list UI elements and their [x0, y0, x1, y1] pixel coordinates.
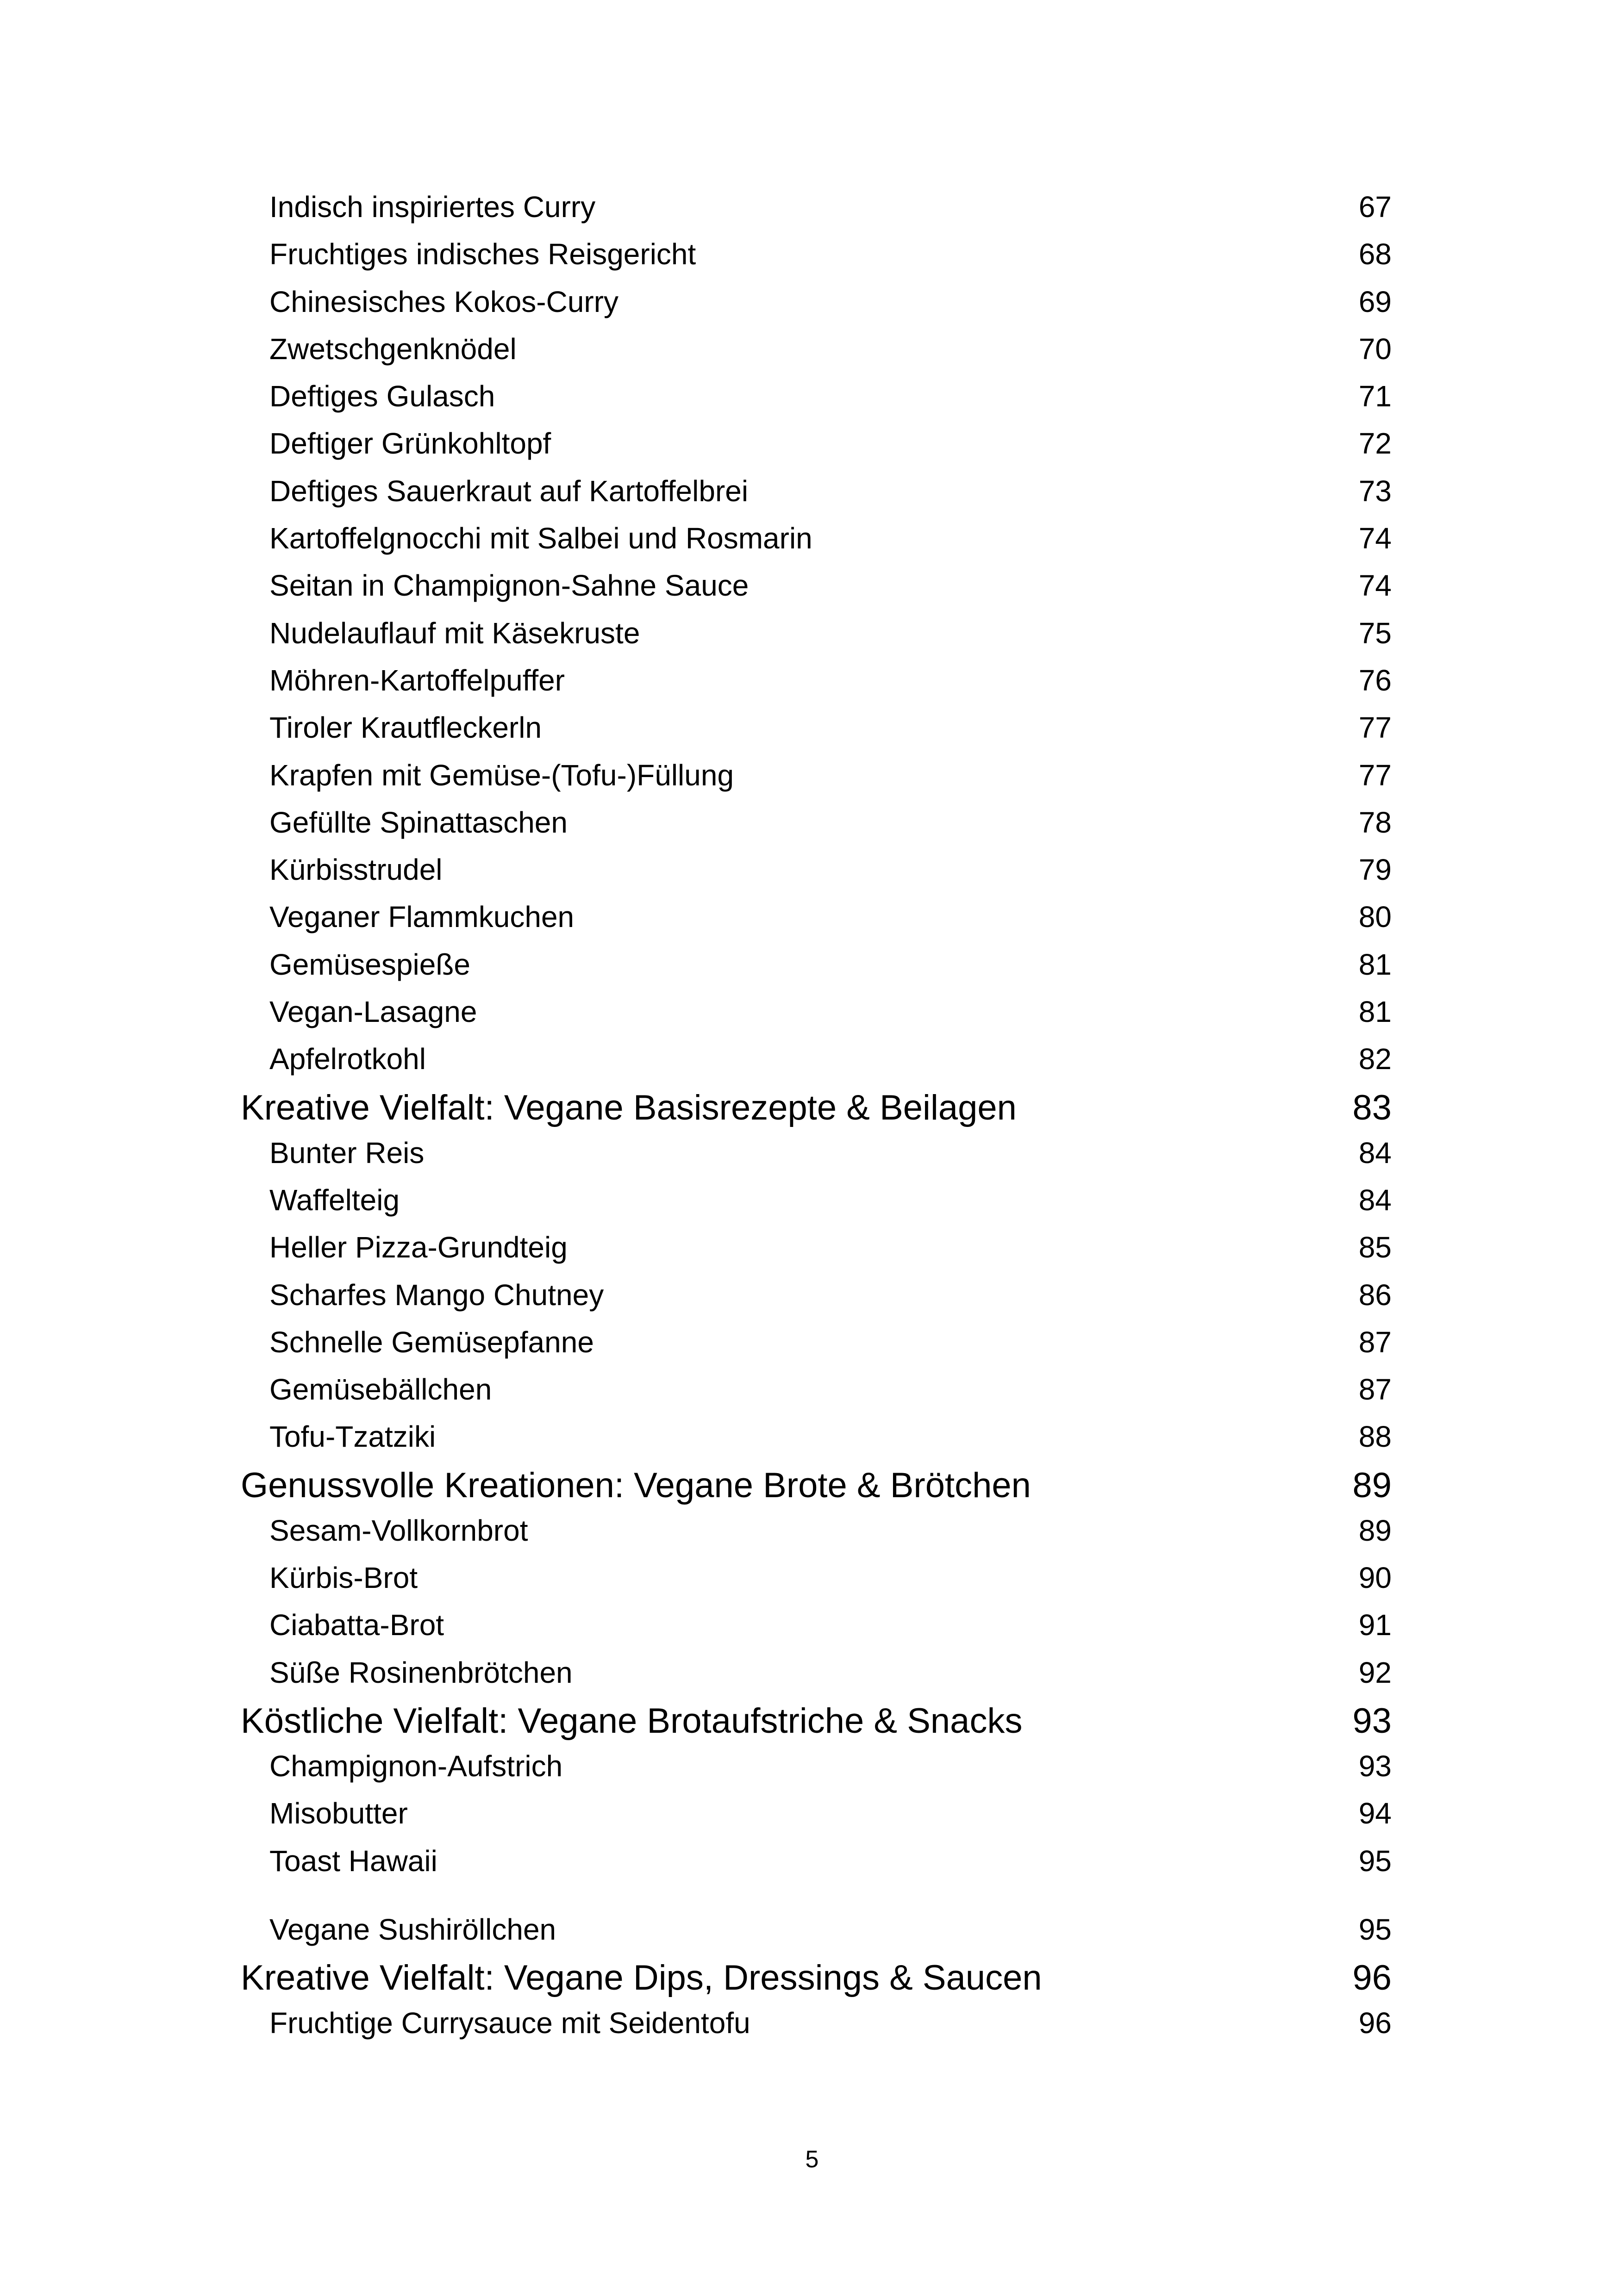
- toc-entry: [241, 756, 1392, 803]
- toc-page-number: 83: [1352, 1088, 1392, 1127]
- toc-entry-title: Scharfes Mango Chutney: [269, 1278, 604, 1312]
- toc-entry: [241, 614, 1392, 661]
- toc-page-number: 95: [1358, 1844, 1392, 1878]
- page-number: 5: [805, 2146, 819, 2173]
- toc-page-number: 96: [1358, 2006, 1392, 2040]
- toc-entry: [241, 283, 1392, 330]
- toc-entry: [241, 1559, 1392, 1606]
- toc-entry-title: Gemüsebällchen: [269, 1373, 492, 1406]
- toc-entry: [241, 851, 1392, 898]
- toc-page-number: 93: [1352, 1701, 1392, 1741]
- toc-entry-title: Krapfen mit Gemüse-(Tofu-)Füllung: [269, 758, 734, 792]
- toc-entry-title: Deftiger Grünkohltopf: [269, 427, 551, 460]
- toc-entry-title: Misobutter: [269, 1797, 408, 1830]
- toc-entry-title: Chinesisches Kokos-Curry: [269, 285, 619, 318]
- toc-section-heading: [241, 1088, 1392, 1134]
- toc-page-number: 71: [1358, 380, 1392, 413]
- toc-entry-title: Süße Rosinenbrötchen: [269, 1655, 573, 1689]
- toc-entry-title: Vegan-Lasagne: [269, 995, 477, 1029]
- toc-page-number: 76: [1358, 663, 1392, 697]
- toc-section-title: Kreative Vielfalt: Vegane Basisrezepte & Beilagen: [241, 1088, 1017, 1127]
- toc-page-number: 93: [1358, 1749, 1392, 1783]
- toc-entry-title: Zwetschgenknödel: [269, 332, 517, 366]
- toc-page-number: 74: [1358, 522, 1392, 555]
- toc-page-number: 79: [1358, 853, 1392, 887]
- toc-section-title: Köstliche Vielfalt: Vegane Brotaufstriche & Snacks: [241, 1701, 1023, 1741]
- toc-page-number: 77: [1358, 711, 1392, 745]
- toc-entry: [241, 472, 1392, 519]
- toc-page-number: 87: [1358, 1325, 1392, 1359]
- toc-entry: [241, 377, 1392, 424]
- toc-section-title: Genussvolle Kreationen: Vegane Brote & Brötchen: [241, 1465, 1031, 1505]
- toc-entry-title: Deftiges Sauerkraut auf Kartoffelbrei: [269, 474, 749, 508]
- toc-entry: [241, 1134, 1392, 1181]
- toc-entry-title: Fruchtige Currysauce mit Seidentofu: [269, 2006, 750, 2040]
- toc-page-number: 81: [1358, 995, 1392, 1029]
- toc-page-number: 81: [1358, 947, 1392, 981]
- toc-entry-title: Toast Hawaii: [269, 1844, 437, 1878]
- toc-entry-title: Schnelle Gemüsepfanne: [269, 1325, 594, 1359]
- toc-entry-title: Kürbis-Brot: [269, 1561, 418, 1595]
- toc-entry: [241, 1842, 1392, 1889]
- toc-page-number: 88: [1358, 1420, 1392, 1454]
- table-of-contents: [241, 188, 1392, 2051]
- toc-page-number: 84: [1358, 1136, 1392, 1170]
- toc-entry-title: Tofu-Tzatziki: [269, 1420, 436, 1454]
- toc-entry: [241, 1606, 1392, 1653]
- toc-page-number: 85: [1358, 1231, 1392, 1264]
- toc-entry: [241, 946, 1392, 993]
- toc-entry: [241, 1323, 1392, 1370]
- toc-page-number: 92: [1358, 1655, 1392, 1689]
- toc-entry-title: Gemüsespieße: [269, 947, 470, 981]
- toc-entry-title: Bunter Reis: [269, 1136, 425, 1170]
- toc-entry-title: Kartoffelgnocchi mit Salbei und Rosmarin: [269, 522, 812, 555]
- toc-page-number: 75: [1358, 616, 1392, 650]
- toc-page-number: 78: [1358, 805, 1392, 839]
- toc-page-number: 77: [1358, 758, 1392, 792]
- toc-page-number: 89: [1352, 1465, 1392, 1505]
- toc-page-number: 84: [1358, 1183, 1392, 1217]
- toc-entry-title: Gefüllte Spinattaschen: [269, 805, 568, 839]
- toc-entry: [241, 1276, 1392, 1323]
- toc-entry-title: Seitan in Champignon-Sahne Sauce: [269, 569, 749, 603]
- toc-entry-title: Tiroler Krautfleckerln: [269, 711, 542, 745]
- toc-entry: [241, 898, 1392, 945]
- toc-page-number: 70: [1358, 332, 1392, 366]
- toc-page-number: 67: [1358, 190, 1392, 224]
- toc-entry-title: Heller Pizza-Grundteig: [269, 1231, 568, 1264]
- toc-page-number: 69: [1358, 285, 1392, 318]
- toc-entry-title: Ciabatta-Brot: [269, 1608, 444, 1642]
- toc-entry: [241, 188, 1392, 235]
- toc-entry: [241, 803, 1392, 851]
- toc-entry-title: Veganer Flammkuchen: [269, 900, 575, 934]
- toc-entry: [241, 1747, 1392, 1794]
- toc-page-number: 89: [1358, 1513, 1392, 1547]
- toc-entry: [241, 235, 1392, 282]
- toc-section-heading: [241, 1701, 1392, 1747]
- toc-entry: [241, 1910, 1392, 1958]
- toc-entry: [241, 1370, 1392, 1418]
- toc-entry-title: Sesam-Vollkornbrot: [269, 1513, 528, 1547]
- toc-entry: [241, 1512, 1392, 1559]
- toc-entry: [241, 709, 1392, 756]
- toc-page-number: 90: [1358, 1561, 1392, 1595]
- toc-entry: [241, 1654, 1392, 1701]
- toc-entry-title: Indisch inspiriertes Curry: [269, 190, 596, 224]
- toc-entry: [241, 1181, 1392, 1228]
- toc-entry-title: Vegane Sushiröllchen: [269, 1912, 556, 1946]
- toc-entry: [241, 1040, 1392, 1087]
- toc-page-number: 87: [1358, 1373, 1392, 1406]
- toc-entry-title: Kürbisstrudel: [269, 853, 443, 887]
- toc-entry-title: Fruchtiges indisches Reisgericht: [269, 237, 696, 271]
- toc-entry: [241, 661, 1392, 709]
- toc-entry-title: Apfelrotkohl: [269, 1042, 426, 1076]
- toc-page-number: 72: [1358, 427, 1392, 460]
- toc-entry: [241, 1418, 1392, 1465]
- toc-page-number: 95: [1358, 1912, 1392, 1946]
- toc-page-number: 91: [1358, 1608, 1392, 1642]
- toc-entry: [241, 519, 1392, 566]
- toc-page-number: 82: [1358, 1042, 1392, 1076]
- toc-entry: [241, 1228, 1392, 1276]
- toc-entry-title: Waffelteig: [269, 1183, 400, 1217]
- toc-page-number: 96: [1352, 1958, 1392, 1998]
- toc-entry: [241, 566, 1392, 614]
- toc-entry-title: Champignon-Aufstrich: [269, 1749, 563, 1783]
- toc-page-number: 80: [1358, 900, 1392, 934]
- toc-page-number: 86: [1358, 1278, 1392, 1312]
- toc-page-number: 74: [1358, 569, 1392, 603]
- toc-entry-title: Nudelauflauf mit Käsekruste: [269, 616, 640, 650]
- toc-page-number: 73: [1358, 474, 1392, 508]
- toc-entry-title: Deftiges Gulasch: [269, 380, 495, 413]
- toc-section-heading: [241, 1958, 1392, 2004]
- toc-page-number: 94: [1358, 1797, 1392, 1830]
- toc-page-number: 68: [1358, 237, 1392, 271]
- toc-entry: [241, 1794, 1392, 1842]
- toc-entry-title: Möhren-Kartoffelpuffer: [269, 663, 565, 697]
- toc-entry: [241, 330, 1392, 377]
- toc-entry: [241, 2004, 1392, 2051]
- toc-section-heading: [241, 1465, 1392, 1512]
- toc-section-title: Kreative Vielfalt: Vegane Dips, Dressings & Saucen: [241, 1958, 1042, 1998]
- toc-entry: [241, 993, 1392, 1040]
- toc-entry: [241, 424, 1392, 472]
